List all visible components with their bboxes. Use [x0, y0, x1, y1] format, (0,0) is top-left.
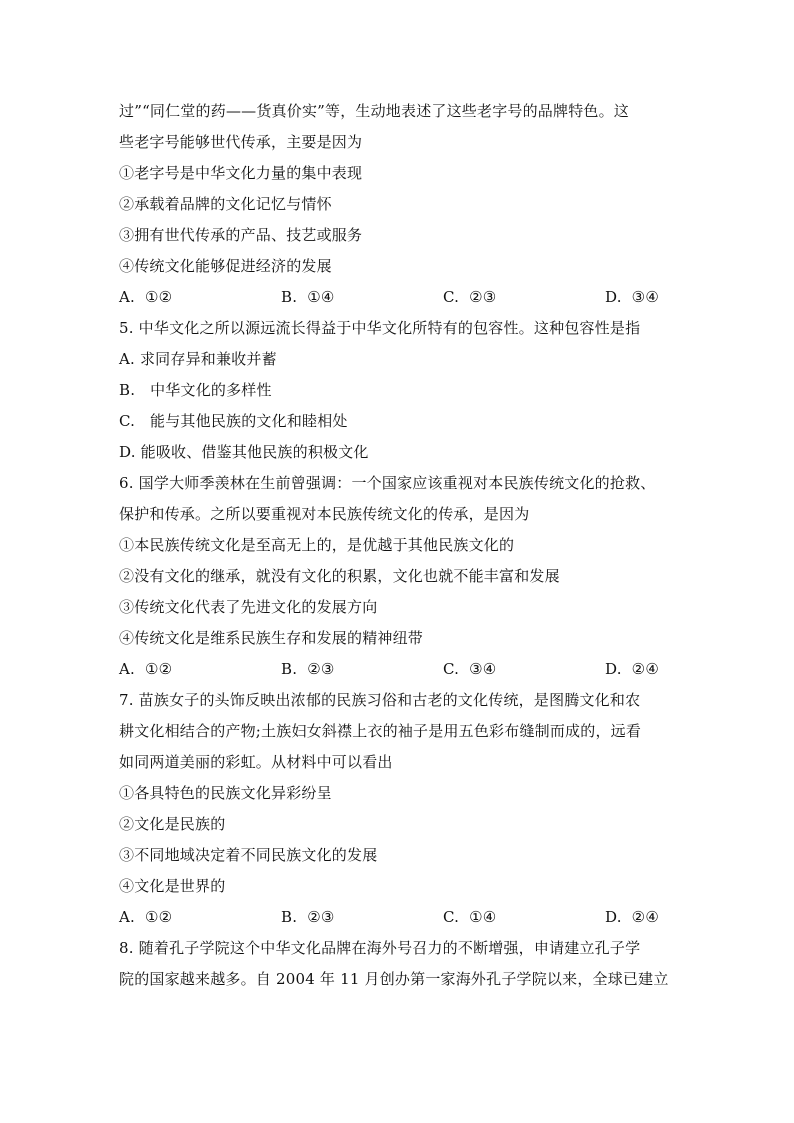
q6-item-4: ④传统文化是维系民族生存和发展的精神纽带 — [119, 629, 424, 647]
q7-item-1: ①各具特色的民族文化异彩纷呈 — [119, 784, 332, 802]
q8-stem-line-1: 8. 随着孔子学院这个中华文化品牌在海外号召力的不断增强，申请建立孔子学 — [119, 939, 641, 957]
q4-option-a: A. ①② — [119, 288, 173, 306]
q7-item-2: ②文化是民族的 — [119, 815, 226, 833]
q4-option-b: B. ①④ — [281, 288, 335, 306]
q5-option-b: B. 中华文化的多样性 — [119, 381, 272, 399]
q4-item-3: ③拥有世代传承的产品、技艺或服务 — [119, 226, 363, 244]
q7-stem-line-3: 如同两道美丽的彩虹。从材料中可以看出 — [119, 753, 393, 771]
q6-option-a: A. ①② — [119, 660, 173, 678]
q5-stem: 5. 中华文化之所以源远流长得益于中华文化所特有的包容性。这种包容性是指 — [119, 319, 641, 337]
q6-item-2: ②没有文化的继承，就没有文化的积累，文化也就不能丰富和发展 — [119, 567, 560, 585]
q6-stem-line-1: 6. 国学大师季羡林在生前曾强调：一个国家应该重视对本民族传统文化的抢救、 — [119, 474, 656, 492]
q7-item-3: ③不同地域决定着不同民族文化的发展 — [119, 846, 378, 864]
q8-stem-line-2: 院的国家越来越多。自 2004 年 11 月创办第一家海外孔子学院以来，全球已建立 — [119, 970, 669, 988]
q4-options — [119, 282, 679, 313]
q7-option-a: A. ①② — [119, 908, 173, 926]
q7-stem-line-2: 耕文化相结合的产物;土族妇女斜襟上衣的袖子是用五色彩布缝制而成的，远看 — [119, 722, 642, 740]
q4-item-1: ①老字号是中华文化力量的集中表现 — [119, 164, 363, 182]
q4-option-d: D. ③④ — [605, 288, 659, 306]
q6-option-c: C. ③④ — [443, 660, 497, 678]
q4-stem-line-1: 过”“同仁堂的药——货真价实”等，生动地表述了这些老字号的品牌特色。这 — [119, 102, 630, 120]
question-text — [119, 96, 679, 995]
q6-options — [119, 654, 679, 685]
q5-option-d: D. 能吸收、借鉴其他民族的积极文化 — [119, 443, 369, 461]
q4-item-2: ②承载着品牌的文化记忆与情怀 — [119, 195, 332, 213]
q6-option-d: D. ②④ — [605, 660, 659, 678]
q4-stem-line-2: 些老字号能够世代传承，主要是因为 — [119, 133, 363, 151]
q4-option-c: C. ②③ — [443, 288, 497, 306]
q7-stem-line-1: 7. 苗族女子的头饰反映出浓郁的民族习俗和古老的文化传统，是图腾文化和农 — [119, 691, 641, 709]
q5-option-a: A. 求同存异和兼收并蓄 — [119, 350, 277, 368]
q6-option-b: B. ②③ — [281, 660, 335, 678]
q7-option-b: B. ②③ — [281, 908, 335, 926]
q7-options — [119, 902, 679, 933]
q7-option-c: C. ①④ — [443, 908, 497, 926]
q4-item-4: ④传统文化能够促进经济的发展 — [119, 257, 332, 275]
q7-option-d: D. ②④ — [605, 908, 659, 926]
q6-item-3: ③传统文化代表了先进文化的发展方向 — [119, 598, 378, 616]
q6-stem-line-2: 保护和传承。之所以要重视对本民族传统文化的传承，是因为 — [119, 505, 530, 523]
q5-option-c: C. 能与其他民族的文化和睦相处 — [119, 412, 348, 430]
q6-item-1: ①本民族传统文化是至高无上的，是优越于其他民族文化的 — [119, 536, 515, 554]
q7-item-4: ④文化是世界的 — [119, 877, 226, 895]
